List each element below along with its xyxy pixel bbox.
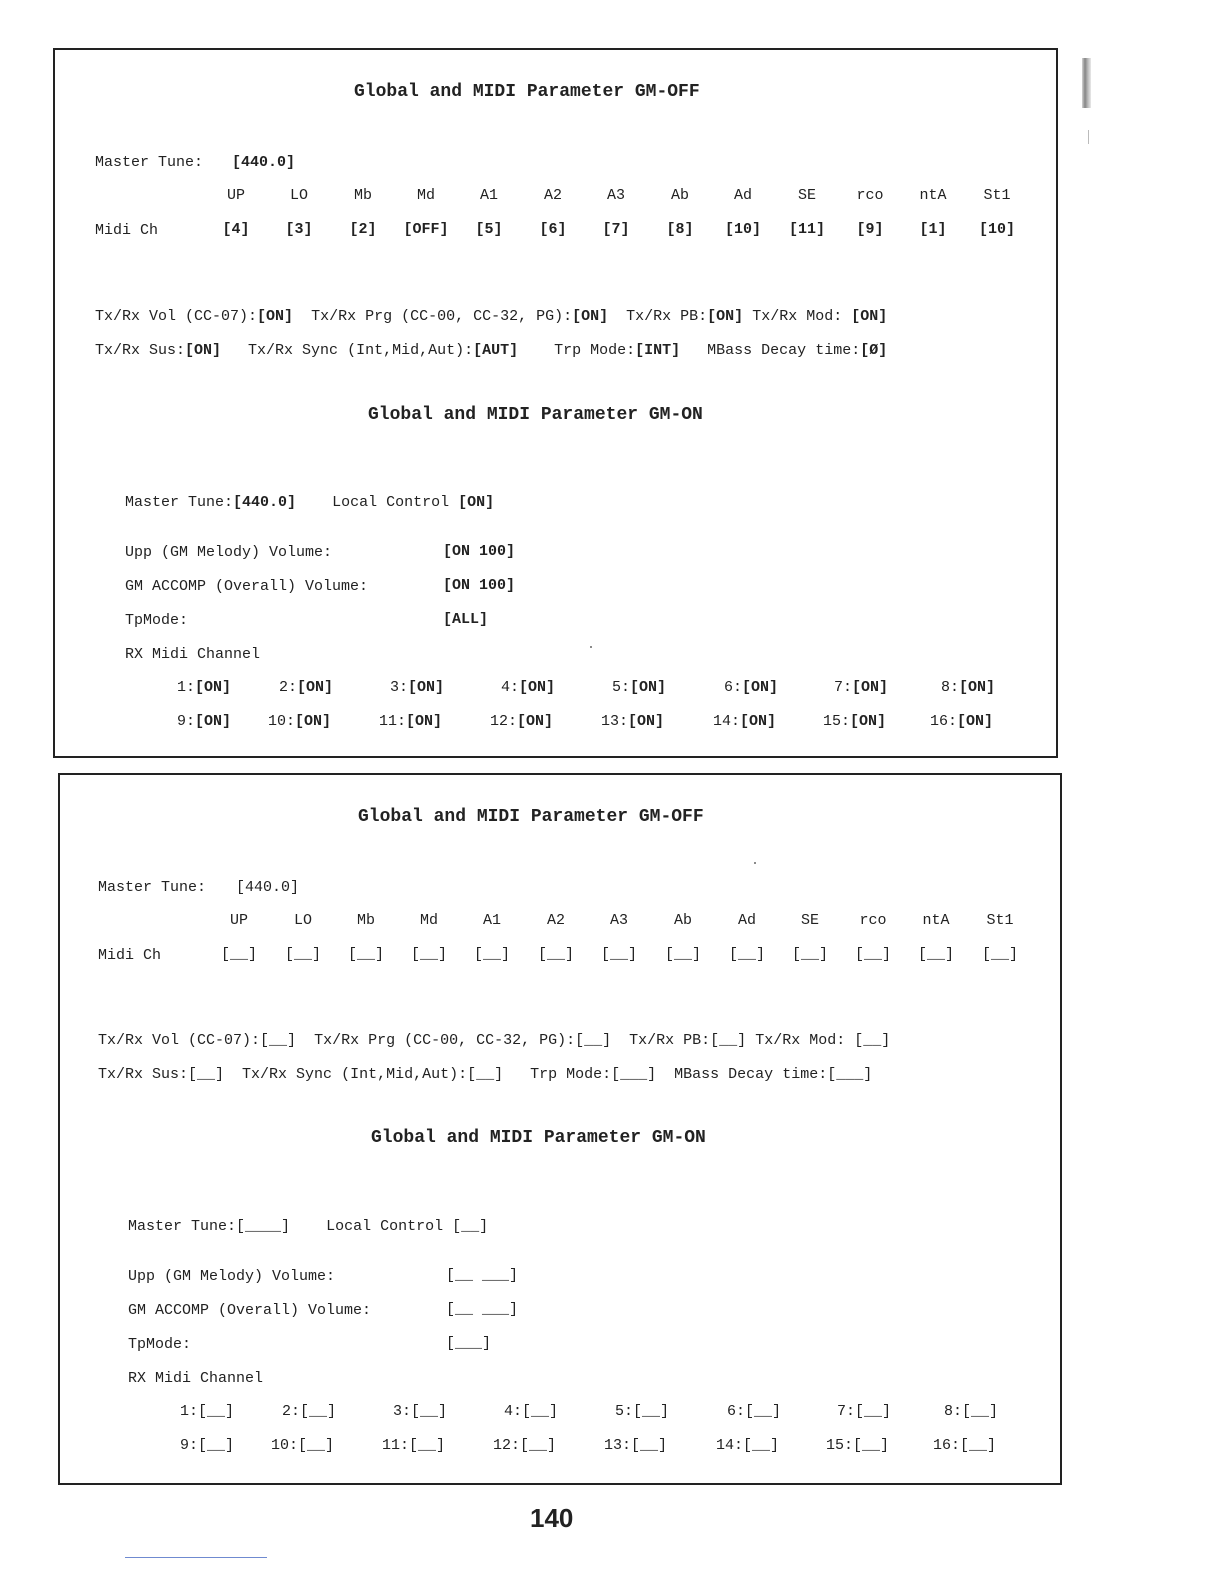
txrx-sus-value: [ON] — [185, 342, 222, 359]
midi-ch-value: [9] — [856, 221, 884, 238]
blank-txrx-row-1 — [98, 1014, 890, 1050]
rx-channel: 7:[ON] — [834, 679, 889, 696]
rx-channel: 5:[ON] — [612, 679, 667, 696]
filled-rx-midi-channel-label: RX Midi Channel — [125, 646, 261, 663]
filled-accomp-volume-label: GM ACCOMP (Overall) Volume: — [125, 578, 369, 595]
rx-channel-field[interactable]: 11:[__] — [382, 1437, 446, 1454]
part-header: Ab — [673, 912, 692, 929]
part-header: SE — [797, 187, 816, 204]
rx-channel: 9:[ON] — [177, 713, 232, 730]
filled-gm-off-title: Global and MIDI Parameter GM-OFF — [354, 82, 700, 102]
blank-accomp-volume-field[interactable]: [__ ___] — [446, 1301, 519, 1318]
scan-artifact — [1082, 58, 1091, 108]
blank-tpmode-field[interactable]: [___] — [446, 1335, 492, 1352]
part-header: Ad — [737, 912, 756, 929]
blank-upp-volume-field[interactable]: [__ ___] — [446, 1267, 519, 1284]
part-header: SE — [800, 912, 819, 929]
midi-ch-field[interactable]: [__] — [854, 946, 891, 963]
txrx-prg-field[interactable]: [__] — [575, 1032, 612, 1049]
filled-gm-on-master-row — [125, 476, 494, 512]
midi-ch-value: [2] — [349, 221, 377, 238]
part-header: St1 — [983, 187, 1011, 204]
part-header: LO — [289, 187, 308, 204]
master-tune-value: [440.0] — [233, 494, 297, 511]
txrx-pb-field[interactable]: [__] — [710, 1032, 747, 1049]
blank-rx-midi-channel-label: RX Midi Channel — [128, 1370, 264, 1387]
txrx-sync-label: Tx/Rx Sync (Int,Mid,Aut): — [248, 342, 474, 359]
rx-channel-field[interactable]: 8:[__] — [944, 1403, 999, 1420]
part-header: Md — [419, 912, 438, 929]
rx-channel-field[interactable]: 16:[__] — [933, 1437, 997, 1454]
midi-ch-field[interactable]: [__] — [600, 946, 637, 963]
rx-channel-field[interactable]: 10:[__] — [271, 1437, 335, 1454]
part-header: A3 — [606, 187, 625, 204]
filled-tpmode-label: TpMode: — [125, 612, 189, 629]
part-header: UP — [226, 187, 245, 204]
trp-mode-field[interactable]: [___] — [611, 1066, 657, 1083]
blank-midi-ch-label: Midi Ch — [98, 947, 162, 964]
part-header: Ab — [670, 187, 689, 204]
midi-ch-value: [10] — [978, 221, 1015, 238]
part-header: A2 — [543, 187, 562, 204]
part-header: UP — [229, 912, 248, 929]
midi-ch-field[interactable]: [__] — [410, 946, 447, 963]
blank-txrx-row-2 — [98, 1048, 872, 1084]
midi-ch-field[interactable]: [__] — [220, 946, 257, 963]
txrx-pb-value: [ON] — [707, 308, 744, 325]
midi-ch-field[interactable]: [__] — [473, 946, 510, 963]
part-header: A1 — [482, 912, 501, 929]
midi-ch-value: [10] — [724, 221, 761, 238]
local-control-label: Local Control — [332, 494, 450, 511]
scan-artifact-mark — [1088, 130, 1089, 144]
rx-channel: 12:[ON] — [490, 713, 554, 730]
rx-channel-field[interactable]: 7:[__] — [837, 1403, 892, 1420]
rx-channel: 16:[ON] — [930, 713, 994, 730]
local-control-label: Local Control — [326, 1218, 444, 1235]
rx-channel-field[interactable]: 2:[__] — [282, 1403, 337, 1420]
filled-upp-volume-value: [ON 100] — [443, 543, 516, 560]
midi-ch-value: [6] — [539, 221, 567, 238]
part-header: ntA — [919, 187, 947, 204]
txrx-mod-value: [ON] — [851, 308, 888, 325]
midi-ch-field[interactable]: [__] — [284, 946, 321, 963]
txrx-vol-label: Tx/Rx Vol (CC-07): — [95, 308, 258, 325]
trp-mode-label: Trp Mode: — [530, 1066, 612, 1083]
mbass-decay-label: MBass Decay time: — [674, 1066, 828, 1083]
txrx-prg-label: Tx/Rx Prg (CC-00, CC-32, PG): — [311, 308, 573, 325]
rx-channel: 15:[ON] — [823, 713, 887, 730]
txrx-pb-label: Tx/Rx PB: — [626, 308, 708, 325]
filled-txrx-row-1 — [95, 290, 887, 326]
midi-ch-value: [3] — [285, 221, 313, 238]
filled-tpmode-value: [ALL] — [443, 611, 489, 628]
rx-channel-field[interactable]: 13:[__] — [604, 1437, 668, 1454]
blank-gm-on-title: Global and MIDI Parameter GM-ON — [371, 1128, 706, 1148]
rx-channel-field[interactable]: 4:[__] — [504, 1403, 559, 1420]
rx-channel: 10:[ON] — [268, 713, 332, 730]
blank-gm-off-title: Global and MIDI Parameter GM-OFF — [358, 807, 704, 827]
rx-channel-field[interactable]: 1:[__] — [180, 1403, 235, 1420]
midi-ch-field[interactable]: [__] — [981, 946, 1018, 963]
trp-mode-label: Trp Mode: — [554, 342, 636, 359]
master-tune-field[interactable]: [____] — [236, 1218, 291, 1235]
part-header: Mb — [356, 912, 375, 929]
txrx-vol-value: [ON] — [257, 308, 294, 325]
part-header: LO — [293, 912, 312, 929]
txrx-sync-field[interactable]: [__] — [467, 1066, 504, 1083]
txrx-mod-label: Tx/Rx Mod: — [755, 1032, 846, 1049]
footnote-rule — [125, 1557, 267, 1558]
trp-mode-value: [INT] — [635, 342, 681, 359]
filled-master-tune-label: Master Tune: — [95, 154, 204, 171]
filled-txrx-row-2 — [95, 324, 887, 360]
rx-channel: 2:[ON] — [279, 679, 334, 696]
txrx-mod-label: Tx/Rx Mod: — [752, 308, 843, 325]
midi-ch-field[interactable]: [__] — [791, 946, 828, 963]
blank-tpmode-label: TpMode: — [128, 1336, 192, 1353]
blank-upp-volume-label: Upp (GM Melody) Volume: — [128, 1268, 336, 1285]
rx-channel-field[interactable]: 12:[__] — [493, 1437, 557, 1454]
midi-ch-field[interactable]: [__] — [537, 946, 574, 963]
filled-midi-ch-label: Midi Ch — [95, 222, 159, 239]
midi-ch-field[interactable]: [__] — [664, 946, 701, 963]
part-header: Ad — [733, 187, 752, 204]
page-number: 140 — [530, 1503, 574, 1533]
rx-channel: 1:[ON] — [177, 679, 232, 696]
txrx-vol-label: Tx/Rx Vol (CC-07): — [98, 1032, 261, 1049]
midi-ch-value: [4] — [222, 221, 250, 238]
txrx-vol-field[interactable]: [__] — [260, 1032, 297, 1049]
rx-channel: 3:[ON] — [390, 679, 445, 696]
part-header: St1 — [986, 912, 1014, 929]
part-header: rco — [859, 912, 887, 929]
blank-accomp-volume-label: GM ACCOMP (Overall) Volume: — [128, 1302, 372, 1319]
txrx-sus-field[interactable]: [__] — [188, 1066, 225, 1083]
local-control-field[interactable]: [__] — [452, 1218, 489, 1235]
rx-channel-field[interactable]: 14:[__] — [716, 1437, 780, 1454]
txrx-sus-label: Tx/Rx Sus: — [98, 1066, 189, 1083]
midi-ch-value: [8] — [666, 221, 694, 238]
master-tune-label: Master Tune: — [125, 494, 234, 511]
midi-ch-value: [OFF] — [403, 221, 449, 238]
rx-channel: 8:[ON] — [941, 679, 996, 696]
rx-channel-field[interactable]: 9:[__] — [180, 1437, 235, 1454]
blank-gm-on-master-row — [128, 1200, 488, 1236]
part-header: A2 — [546, 912, 565, 929]
master-tune-label: Master Tune: — [128, 1218, 237, 1235]
txrx-sync-label: Tx/Rx Sync (Int,Mid,Aut): — [242, 1066, 468, 1083]
txrx-prg-value: [ON] — [572, 308, 609, 325]
rx-channel: 14:[ON] — [713, 713, 777, 730]
blank-master-tune-label: Master Tune: — [98, 879, 207, 896]
rx-channel-field[interactable]: 5:[__] — [615, 1403, 670, 1420]
rx-channel-field[interactable]: 3:[__] — [393, 1403, 448, 1420]
rx-channel: 6:[ON] — [724, 679, 779, 696]
midi-ch-field[interactable]: [__] — [347, 946, 384, 963]
midi-ch-field[interactable]: [__] — [917, 946, 954, 963]
txrx-mod-field[interactable]: [__] — [854, 1032, 891, 1049]
rx-channel-field[interactable]: 15:[__] — [826, 1437, 890, 1454]
txrx-sync-value: [AUT] — [473, 342, 519, 359]
filled-gm-on-title: Global and MIDI Parameter GM-ON — [368, 405, 703, 425]
part-header: ntA — [922, 912, 950, 929]
local-control-value: [ON] — [458, 494, 495, 511]
mbass-decay-value: [Ø] — [860, 342, 888, 359]
txrx-sus-label: Tx/Rx Sus: — [95, 342, 186, 359]
midi-ch-field[interactable]: [__] — [728, 946, 765, 963]
rx-channel: 13:[ON] — [601, 713, 665, 730]
midi-ch-value: [11] — [788, 221, 825, 238]
midi-ch-value: [5] — [475, 221, 503, 238]
blank-master-tune-value: [440.0] — [236, 879, 300, 896]
rx-channel-field[interactable]: 6:[__] — [727, 1403, 782, 1420]
rx-channel: 4:[ON] — [501, 679, 556, 696]
part-header: Mb — [353, 187, 372, 204]
part-header: Md — [416, 187, 435, 204]
part-header: rco — [856, 187, 884, 204]
filled-accomp-volume-value: [ON 100] — [443, 577, 516, 594]
mbass-decay-label: MBass Decay time: — [707, 342, 861, 359]
txrx-prg-label: Tx/Rx Prg (CC-00, CC-32, PG): — [314, 1032, 576, 1049]
midi-ch-value: [7] — [602, 221, 630, 238]
part-header: A3 — [609, 912, 628, 929]
rx-channel: 11:[ON] — [379, 713, 443, 730]
part-header: A1 — [479, 187, 498, 204]
txrx-pb-label: Tx/Rx PB: — [629, 1032, 711, 1049]
filled-upp-volume-label: Upp (GM Melody) Volume: — [125, 544, 333, 561]
midi-ch-value: [1] — [919, 221, 947, 238]
mbass-decay-field[interactable]: [___] — [827, 1066, 873, 1083]
filled-master-tune-value: [440.0] — [232, 154, 296, 171]
